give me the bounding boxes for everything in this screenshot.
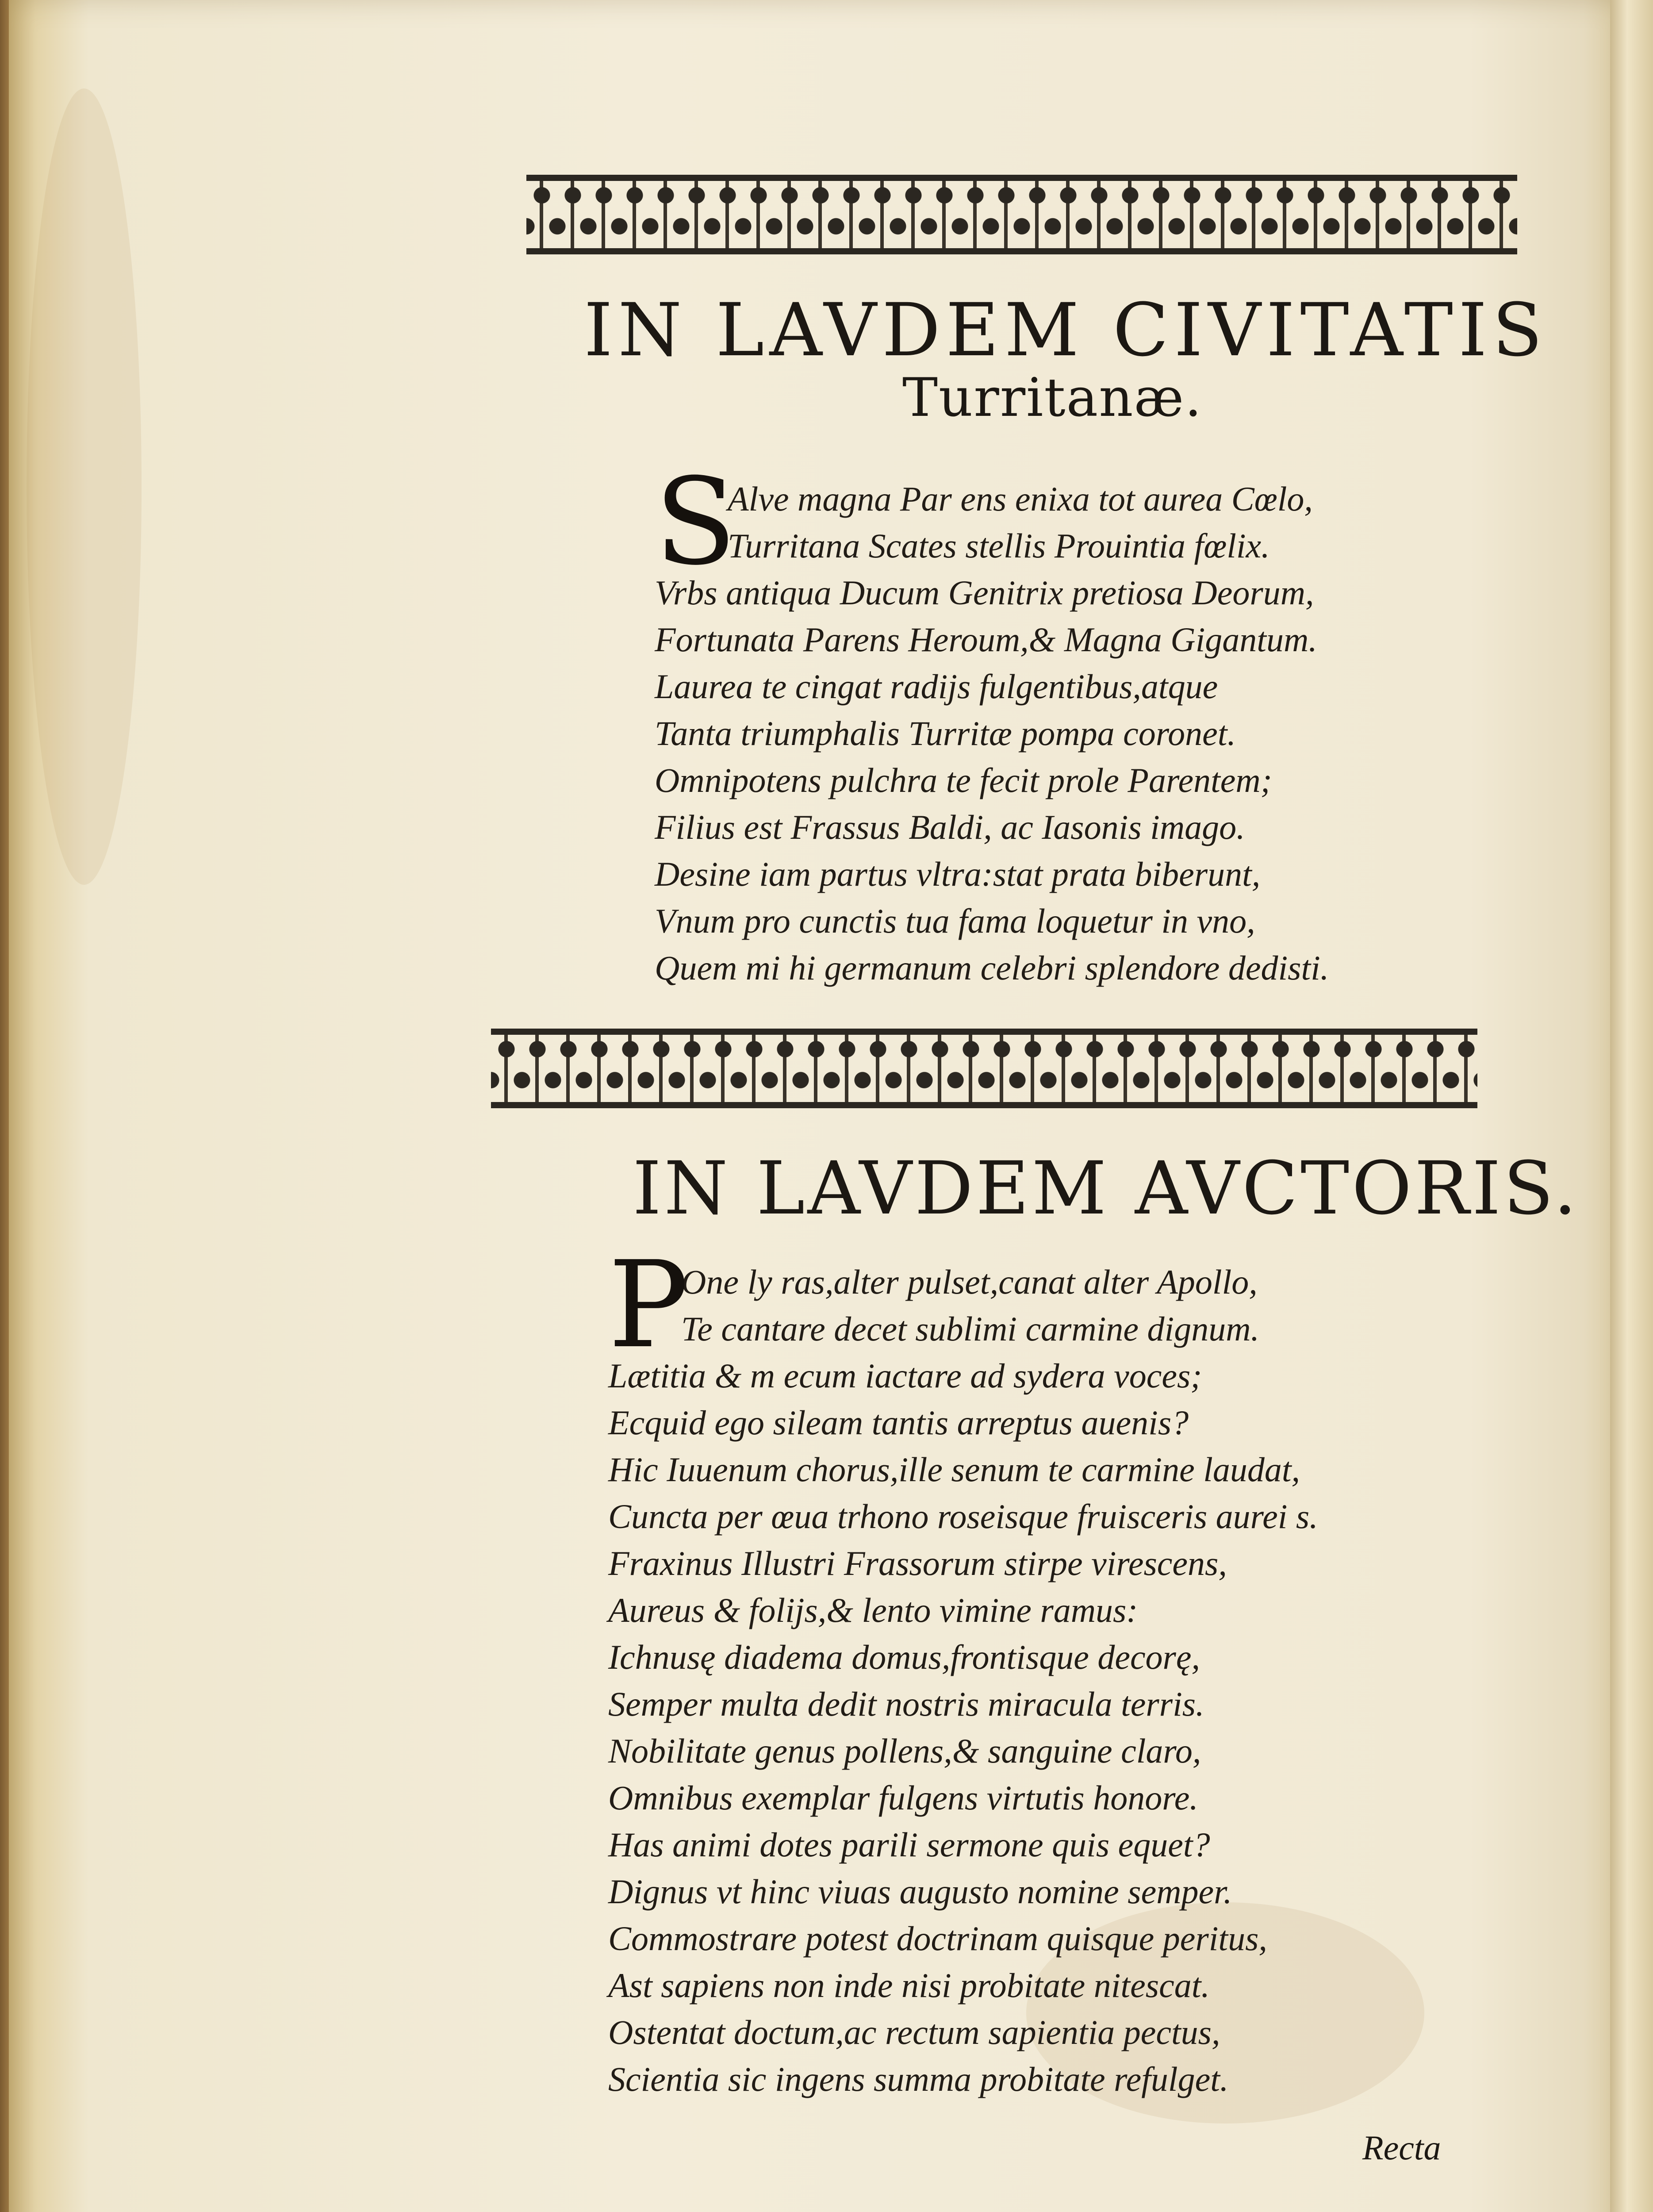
poem-line: Filius est Frassus Baldi, ac Iasonis imago.	[655, 808, 1245, 846]
poem-line: Scientia sic ingens summa probitate refulget.	[608, 2060, 1229, 2098]
paper-stain	[27, 88, 142, 885]
poem-line: Lætitia & m ecum iactare ad sydera voces;	[608, 1356, 1202, 1395]
poem-line: Omnibus exemplar fulgens virtutis honore.	[608, 1778, 1198, 1817]
dropcap-p: P	[608, 1235, 689, 1375]
poem-line: Has animi dotes parili sermone quis equet?	[608, 1825, 1210, 1864]
poem-line: Vrbs antiqua Ducum Genitrix pretiosa Deorum,	[655, 573, 1314, 612]
decorative-border-middle	[491, 1029, 1477, 1108]
poem-line: Hic Iuuenum chorus,ille senum te carmine laudat,	[608, 1450, 1300, 1489]
poem-line: Commostrare potest doctrinam quisque peritus,	[608, 1919, 1267, 1958]
poem-line: Ecquid ego sileam tantis arreptus auenis?	[608, 1403, 1189, 1442]
section1-heading-line2: Turritanæ.	[902, 367, 1203, 429]
decorative-border-top	[526, 175, 1517, 254]
poem-line: One ly ras,alter pulset,canat alter Apollo,	[681, 1263, 1258, 1301]
poem-line: Vnum pro cunctis tua fama loquetur in vno,	[655, 902, 1255, 940]
poem-line: Desine iam partus vltra:stat prata biberunt,	[655, 855, 1261, 893]
poem-line: Cuncta per œua trhono roseisque fruisceris aurei s.	[608, 1497, 1318, 1536]
poem-line: Omnipotens pulchra te fecit prole Parentem;	[655, 761, 1272, 799]
poem-line: Te cantare decet sublimi carmine dignum.	[681, 1310, 1260, 1348]
dropcap-s: S	[655, 452, 736, 591]
poem-civitatis	[655, 452, 1329, 991]
section2-heading: IN LAVDEM AVCTORIS.	[633, 1146, 1580, 1231]
poem-line: Ast sapiens non inde nisi probitate nitescat.	[608, 1966, 1210, 2005]
poem-line: Quem mi hi germanum celebri splendore dedisti.	[655, 949, 1329, 987]
catchword: Recta	[1362, 2128, 1441, 2167]
poem-line: Ichnusę diadema domus,frontisque decorę,	[608, 1638, 1200, 1676]
poem-line: Semper multa dedit nostris miracula terris.	[608, 1685, 1204, 1723]
page-fore-edge	[1610, 0, 1653, 2212]
poem-line: Nobilitate genus pollens,& sanguine claro,	[608, 1732, 1201, 1770]
poem-line: Alve magna Par ens enixa tot aurea Cœlo,	[728, 480, 1313, 518]
poem-line: Turritana Scates stellis Prouintia fœlix.	[728, 526, 1270, 565]
poem-line: Fortunata Parens Heroum,& Magna Gigantum.	[655, 620, 1317, 659]
poem-line: Laurea te cingat radijs fulgentibus,atque	[655, 667, 1218, 706]
section1-heading: IN LAVDEM CIVITATIS	[584, 288, 1548, 373]
poem-line: Ostentat doctum,ac rectum sapientia pectus,	[608, 2013, 1220, 2051]
poem-auctoris	[608, 1235, 1318, 2103]
poem-line: Fraxinus Illustri Frassorum stirpe virescens,	[608, 1544, 1227, 1582]
poem-line: Aureus & folijs,& lento vimine ramus:	[608, 1591, 1138, 1629]
poem-line: Tanta triumphalis Turritæ pompa coronet.	[655, 714, 1236, 753]
poem-line: Dignus vt hinc viuas augusto nomine semper.	[608, 1872, 1232, 1911]
